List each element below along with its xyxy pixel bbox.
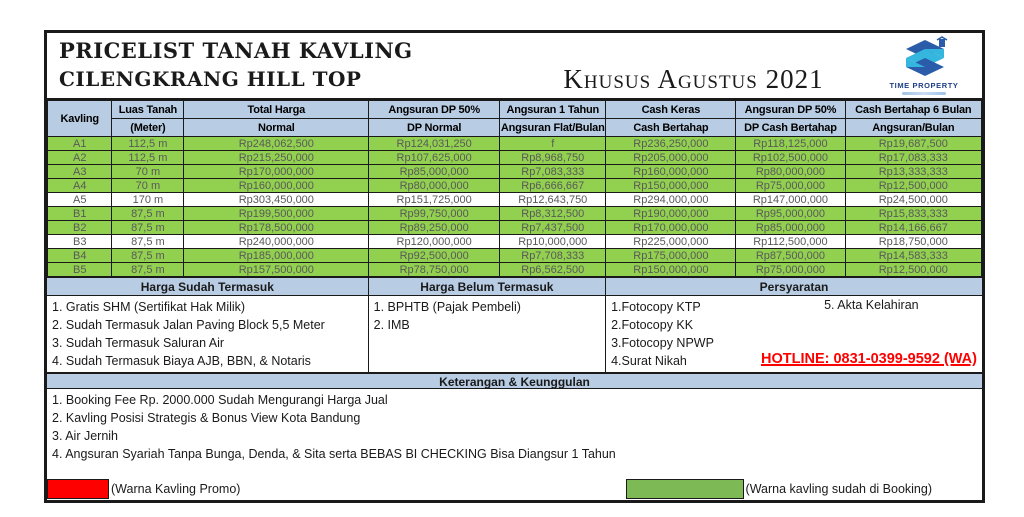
column-header: DP Cash Bertahap: [736, 119, 845, 137]
column-header: Angsuran 1 Tahun: [500, 101, 606, 119]
table-cell: Rp24,500,000: [845, 193, 981, 207]
notes-title: Keterangan & Keunggulan: [47, 372, 982, 389]
project-title: CILENGKRANG HILL TOP: [59, 67, 362, 91]
list-item: 1. Booking Fee Rp. 2000.000 Sudah Mengurangi Harga Jual: [52, 393, 388, 407]
table-cell: A4: [48, 179, 112, 193]
pricelist-body: [48, 137, 982, 277]
table-cell: 170 m: [112, 193, 184, 207]
table-cell: Rp112,500,000: [736, 235, 845, 249]
table-cell: A5: [48, 193, 112, 207]
table-cell: Rp151,725,000: [369, 193, 500, 207]
table-cell: Rp80,000,000: [369, 179, 500, 193]
table-cell: Rp215,250,000: [184, 151, 369, 165]
table-cell: Rp240,000,000: [184, 235, 369, 249]
column-header: Kavling: [48, 101, 112, 137]
table-cell: 87,5 m: [112, 221, 184, 235]
table-cell: B1: [48, 207, 112, 221]
table-cell: B2: [48, 221, 112, 235]
list-item: 2. Sudah Termasuk Jalan Paving Block 5,5 Meter: [52, 318, 325, 332]
column-header: Angsuran Flat/Bulan: [500, 119, 606, 137]
table-row: [48, 221, 982, 235]
table-cell: Rp160,000,000: [184, 179, 369, 193]
table-row: [48, 137, 982, 151]
column-header: Cash Bertahap: [606, 119, 736, 137]
excluded-list: [369, 296, 606, 372]
booked-legend: [626, 479, 932, 499]
table-cell: Rp199,500,000: [184, 207, 369, 221]
table-cell: Rp303,450,000: [184, 193, 369, 207]
table-row: [48, 207, 982, 221]
table-cell: Rp205,000,000: [606, 151, 736, 165]
table-cell: Rp107,625,000: [369, 151, 500, 165]
table-cell: Rp15,833,333: [845, 207, 981, 221]
promo-period-label: Khusus Agustus 2021: [563, 64, 824, 94]
table-cell: Rp99,750,000: [369, 207, 500, 221]
table-cell: B4: [48, 249, 112, 263]
legend-row: [47, 478, 982, 500]
table-cell: Rp6,562,500: [500, 263, 606, 277]
table-cell: A2: [48, 151, 112, 165]
table-row: [48, 249, 982, 263]
table-cell: Rp120,000,000: [369, 235, 500, 249]
header-row-bottom: [48, 119, 982, 137]
included-list: [47, 296, 369, 372]
list-item: 2. Kavling Posisi Strategis & Bonus View Kota Bandung: [52, 411, 361, 425]
list-item: 1. Gratis SHM (Sertifikat Hak Milik): [52, 300, 246, 314]
table-row: [48, 235, 982, 249]
table-cell: A1: [48, 137, 112, 151]
table-cell: Rp13,333,333: [845, 165, 981, 179]
table-cell: Rp87,500,000: [736, 249, 845, 263]
table-cell: f: [500, 137, 606, 151]
logo-tagline: [902, 92, 946, 95]
table-cell: Rp150,000,000: [606, 179, 736, 193]
page-title: PRICELIST TANAH KAVLING: [59, 38, 413, 63]
column-header: Cash Bertahap 6 Bulan: [845, 101, 981, 119]
column-header: Luas Tanah: [112, 101, 184, 119]
table-row: [48, 165, 982, 179]
table-row: [48, 179, 982, 193]
table-cell: Rp17,083,333: [845, 151, 981, 165]
booked-color-swatch: [626, 479, 744, 499]
column-header: DP Normal: [369, 119, 500, 137]
list-item: 3. Sudah Termasuk Saluran Air: [52, 336, 225, 350]
table-cell: Rp12,643,750: [500, 193, 606, 207]
requirement-item: 5. Akta Kelahiran: [824, 298, 919, 312]
booked-legend-label: (Warna kavling sudah di Booking): [745, 482, 932, 496]
section-title-requirements: Persyaratan: [606, 278, 982, 296]
header-row-top: [48, 101, 982, 119]
table-cell: 70 m: [112, 179, 184, 193]
table-cell: Rp85,000,000: [369, 165, 500, 179]
table-cell: 87,5 m: [112, 249, 184, 263]
table-cell: 70 m: [112, 165, 184, 179]
table-cell: Rp19,687,500: [845, 137, 981, 151]
table-cell: Rp7,708,333: [500, 249, 606, 263]
promo-color-swatch: [47, 479, 109, 499]
requirements-cell: [606, 296, 982, 372]
table-cell: Rp170,000,000: [606, 221, 736, 235]
promo-legend-label: (Warna Kavling Promo): [111, 482, 241, 496]
table-cell: Rp6,666,667: [500, 179, 606, 193]
table-cell: Rp175,000,000: [606, 249, 736, 263]
list-item: 3. Air Jernih: [52, 429, 119, 443]
table-cell: Rp92,500,000: [369, 249, 500, 263]
table-row: [48, 263, 982, 277]
column-header: Total Harga: [184, 101, 369, 119]
table-cell: B5: [48, 263, 112, 277]
table-cell: Rp78,750,000: [369, 263, 500, 277]
column-header: Angsuran DP 50%: [736, 101, 845, 119]
table-cell: Rp160,000,000: [606, 165, 736, 179]
table-cell: Rp294,000,000: [606, 193, 736, 207]
table-cell: Rp8,312,500: [500, 207, 606, 221]
table-cell: Rp85,000,000: [736, 221, 845, 235]
table-cell: Rp8,968,750: [500, 151, 606, 165]
table-cell: Rp157,500,000: [184, 263, 369, 277]
table-cell: Rp14,166,667: [845, 221, 981, 235]
table-cell: Rp7,437,500: [500, 221, 606, 235]
list-item: 2.Fotocopy KK: [611, 318, 694, 332]
table-cell: Rp236,250,000: [606, 137, 736, 151]
section-title-included: Harga Sudah Termasuk: [47, 278, 369, 296]
pricelist-sheet: [44, 30, 985, 503]
table-cell: Rp185,000,000: [184, 249, 369, 263]
table-cell: Rp80,000,000: [736, 165, 845, 179]
table-cell: Rp102,500,000: [736, 151, 845, 165]
section-headers: [47, 277, 982, 296]
time-property-icon: [893, 36, 955, 80]
logo-text: TIME PROPERTY: [889, 80, 959, 90]
table-cell: Rp12,500,000: [845, 179, 981, 193]
list-item: 1. BPHTB (Pajak Pembeli): [373, 300, 521, 314]
column-header: Angsuran/Bulan: [845, 119, 981, 137]
section-title-excluded: Harga Belum Termasuk: [369, 278, 606, 296]
list-item: 2. IMB: [373, 318, 410, 332]
table-cell: 112,5 m: [112, 151, 184, 165]
table-cell: 87,5 m: [112, 207, 184, 221]
table-cell: 87,5 m: [112, 235, 184, 249]
list-item: 4. Angsuran Syariah Tanpa Bunga, Denda, & Sita serta BEBAS BI CHECKING Bisa Diangsur 1 Tahun: [52, 447, 616, 461]
table-cell: Rp150,000,000: [606, 263, 736, 277]
table-cell: Rp190,000,000: [606, 207, 736, 221]
list-item: 1.Fotocopy KTP: [611, 300, 701, 314]
list-item: 4. Sudah Termasuk Biaya AJB, BBN, & Notaris: [52, 354, 311, 368]
time-property-logo: [870, 33, 982, 98]
table-cell: 112,5 m: [112, 137, 184, 151]
table-cell: Rp225,000,000: [606, 235, 736, 249]
table-cell: Rp18,750,000: [845, 235, 981, 249]
column-header: Normal: [184, 119, 369, 137]
table-cell: Rp75,000,000: [736, 263, 845, 277]
table-cell: Rp89,250,000: [369, 221, 500, 235]
list-item: 3.Fotocopy NPWP: [611, 336, 714, 350]
table-cell: Rp12,500,000: [845, 263, 981, 277]
list-item: 4.Surat Nikah: [611, 354, 687, 368]
table-cell: Rp95,000,000: [736, 207, 845, 221]
table-cell: Rp118,125,000: [736, 137, 845, 151]
table-cell: Rp147,000,000: [736, 193, 845, 207]
pricelist-table: [47, 100, 982, 277]
column-header: Cash Keras: [606, 101, 736, 119]
titles: [47, 33, 517, 98]
notes-list: [47, 389, 982, 478]
table-cell: Rp14,583,333: [845, 249, 981, 263]
table-cell: B3: [48, 235, 112, 249]
hotline-link[interactable]: HOTLINE: 0831-0399-9592 (WA): [761, 351, 977, 367]
section-contents: [47, 296, 982, 372]
column-header: (Meter): [112, 119, 184, 137]
table-row: [48, 151, 982, 165]
table-cell: 87,5 m: [112, 263, 184, 277]
table-cell: Rp7,083,333: [500, 165, 606, 179]
table-cell: Rp124,031,250: [369, 137, 500, 151]
column-header: Angsuran DP 50%: [369, 101, 500, 119]
table-cell: Rp10,000,000: [500, 235, 606, 249]
table-cell: Rp248,062,500: [184, 137, 369, 151]
table-cell: Rp170,000,000: [184, 165, 369, 179]
table-cell: Rp178,500,000: [184, 221, 369, 235]
table-row: [48, 193, 982, 207]
table-cell: Rp75,000,000: [736, 179, 845, 193]
title-bar: [47, 33, 982, 100]
table-cell: A3: [48, 165, 112, 179]
